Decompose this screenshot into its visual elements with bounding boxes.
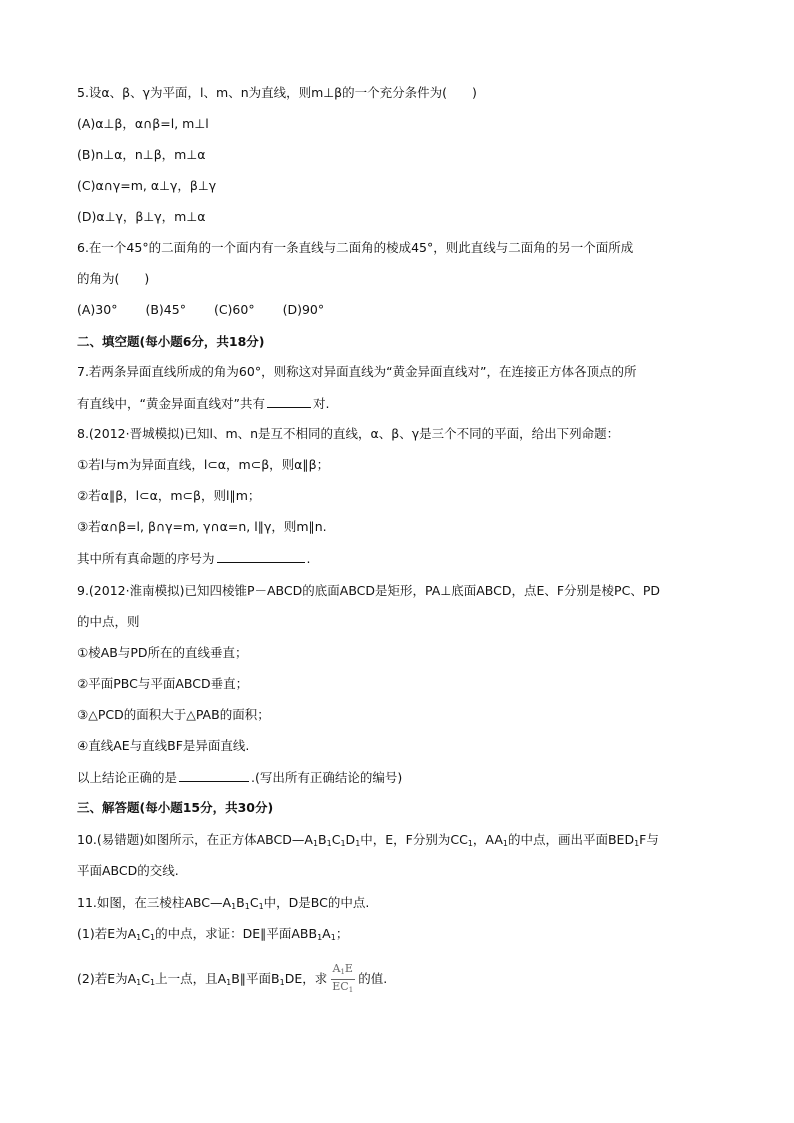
q7-text-pre: 有直线中，“黄金异面直线对”共有 (77, 396, 265, 411)
q11-text: 的中点，求证：DE∥平面ABB (155, 926, 318, 941)
q11-part-2 (77, 962, 727, 992)
q11-sub: 1 (149, 933, 156, 942)
q7-line2 (77, 393, 727, 413)
q11-part-1 (77, 924, 727, 944)
q11-sub: 1 (149, 978, 156, 987)
q10-sub: 1 (326, 839, 332, 848)
frac-sub: 1 (348, 986, 354, 994)
q11-sub: 1 (136, 933, 142, 942)
frac-text: EC (332, 980, 349, 993)
q5-option-a: (A)α⊥β，α∩β=l, m⊥l (77, 116, 209, 131)
frac-text: A (332, 962, 341, 975)
q7-answer-blank[interactable] (267, 393, 311, 408)
q11-stem (77, 893, 727, 913)
q11-text: 的值. (358, 971, 388, 986)
q9-answer-line (77, 767, 727, 787)
q9-line1: 9.(2012·淮南模拟)已知四棱锥P－ABCD的底面ABCD是矩形，PA⊥底面ABCD，点E、F分别是棱PC、PD (77, 583, 660, 598)
section-3-title: 三、解答题(每小题15分，共30分) (77, 800, 274, 815)
q6-option-a: (A)30° (77, 302, 118, 317)
ratio-fraction (330, 962, 355, 997)
q10-text: D (345, 832, 356, 847)
q11-text: ； (335, 926, 349, 941)
q11-sub: 1 (279, 978, 285, 987)
q8-answer-line (77, 548, 727, 568)
q10-sub: 1 (355, 839, 361, 848)
q10-sub: 1 (502, 839, 508, 848)
q9-line2: 的中点，则 (77, 614, 140, 629)
fraction-numerator (331, 962, 355, 980)
q11-text: B∥平面B (231, 971, 280, 986)
q7-line1: 7.若两条异面直线所成的角为60°，则称这对异面直线为“黄金异面直线对”，在连接正方体各顶点的所 (77, 364, 637, 379)
q11-text: 11.如图，在三棱柱ABC—A (77, 895, 232, 910)
q9-conclusion-4: ④直线AE与直线BF是异面直线. (77, 738, 250, 753)
q11-sub: 1 (330, 933, 336, 942)
q11-sub: 1 (244, 902, 250, 911)
q11-text: 中，D是BC的中点. (263, 895, 370, 910)
q11-text: A (322, 926, 331, 941)
q9-conclusion-1: ①棱AB与PD所在的直线垂直； (77, 645, 248, 660)
q6-option-b: (B)45° (145, 302, 186, 317)
q11-sub: 1 (258, 902, 264, 911)
q6-stem-line1: 6.在一个45°的二面角的一个面内有一条直线与二面角的棱成45°，则此直线与二面角的另一个面所成 (77, 240, 634, 255)
q5-option-d: (D)α⊥γ，β⊥γ，m⊥α (77, 209, 206, 224)
q10-text: B (318, 832, 327, 847)
q11-text: DE，求 (284, 971, 328, 986)
q11-text: (1)若E为A (77, 926, 137, 941)
q10-text: ，AA (472, 832, 503, 847)
q8-answer-post: . (306, 551, 311, 566)
q11-sub: 1 (231, 902, 237, 911)
q6-stem-line2: 的角为( ) (77, 271, 150, 286)
q6-option-c: (C)60° (213, 302, 255, 317)
q8-answer-pre: 其中所有真命题的序号为 (77, 551, 215, 566)
q8-stem: 8.(2012·晋城模拟)已知l、m、n是互不相同的直线，α、β、γ是三个不同的平面，给出下列命题： (77, 426, 620, 441)
q10-sub: 1 (634, 839, 640, 848)
q10-text: 10.(易错题)如图所示，在正方体ABCD—A (77, 832, 313, 847)
q11-text: C (249, 895, 259, 910)
q8-proposition-3: ③若α∩β=l, β∩γ=m, γ∩α=n, l∥γ，则m∥n. (77, 519, 327, 534)
q5-stem: 5.设α、β、γ为平面，l、m、n为直线，则m⊥β的一个充分条件为( ) (77, 85, 477, 100)
q10-line2: 平面ABCD的交线. (77, 863, 179, 878)
q6-options (77, 300, 727, 320)
q9-answer-blank[interactable] (179, 767, 249, 782)
q11-sub: 1 (136, 978, 142, 987)
frac-sub: 1 (340, 968, 345, 976)
q10-sub: 1 (312, 839, 319, 848)
q11-sub: 1 (317, 933, 323, 942)
q11-text: C (141, 971, 150, 986)
q11-text: C (141, 926, 150, 941)
q7-text-post: 对. (312, 396, 330, 411)
q6-option-d: (D)90° (282, 302, 325, 317)
q10-text: F与 (639, 832, 659, 847)
q8-answer-blank[interactable] (217, 548, 305, 563)
q10-sub: 1 (467, 839, 473, 848)
q10-line1 (77, 830, 727, 850)
q11-text: (2)若E为A (77, 971, 137, 986)
q10-sub: 1 (340, 839, 346, 848)
q11-sub: 1 (226, 978, 232, 987)
frac-text: E (344, 962, 353, 975)
q9-conclusion-3: ③△PCD的面积大于△PAB的面积； (77, 707, 270, 722)
q5-option-c: (C)α∩γ=m, α⊥γ，β⊥γ (77, 178, 217, 193)
q9-answer-post: .(写出所有正确结论的编号) (251, 770, 403, 785)
q11-text: B (236, 895, 245, 910)
q9-answer-pre: 以上结论正确的是 (77, 770, 178, 785)
q8-proposition-2: ②若α∥β，l⊂α，m⊂β，则l∥m； (77, 488, 261, 503)
q5-option-b: (B)n⊥α，n⊥β，m⊥α (77, 147, 206, 162)
q8-proposition-1: ①若l与m为异面直线，l⊂α，m⊂β，则α∥β； (77, 457, 330, 472)
fraction-denominator (330, 980, 355, 997)
section-2-title: 二、填空题(每小题6分，共18分) (77, 334, 265, 349)
q11-text: 上一点，且A (155, 971, 227, 986)
q9-conclusion-2: ②平面PBC与平面ABCD垂直； (77, 676, 249, 691)
q10-text: C (331, 832, 341, 847)
q10-text: 中，E，F分别为CC (360, 832, 468, 847)
q10-text: 的中点，画出平面BED (507, 832, 635, 847)
